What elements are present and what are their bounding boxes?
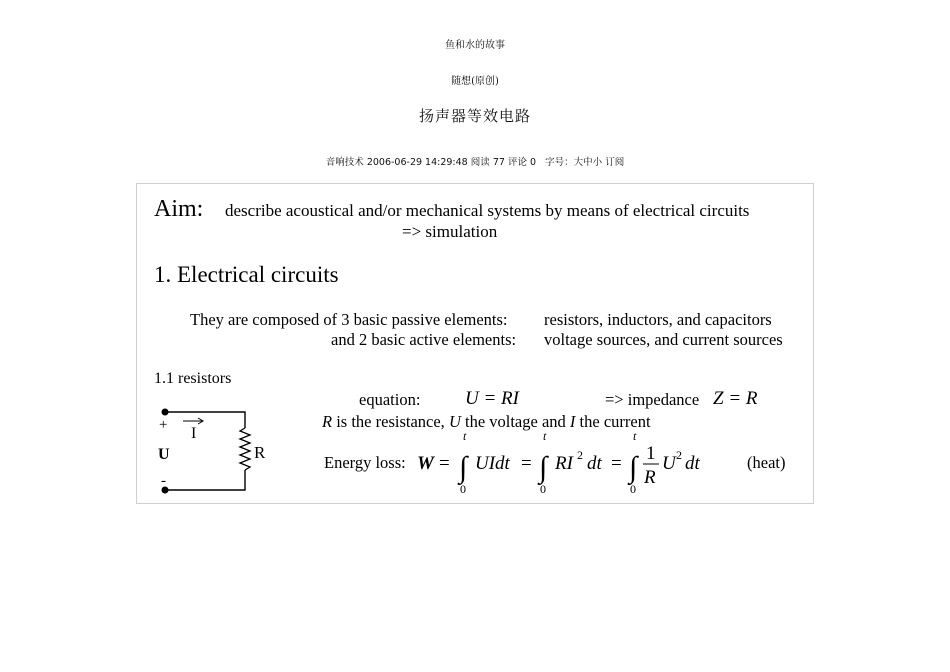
article-title: 扬声器等效电路 <box>418 107 531 125</box>
equation-label: equation: <box>359 390 421 409</box>
formula-equals: = <box>611 453 622 474</box>
wire-bottom <box>165 470 245 490</box>
subscribe-link[interactable]: 订阅 <box>605 157 625 168</box>
aim-simulation: => simulation <box>402 222 498 241</box>
lower-limit: 0 <box>630 482 636 495</box>
upper-limit: t <box>543 431 547 443</box>
meta-comments[interactable]: 0 <box>529 157 537 168</box>
impedance-formula: Z = R <box>713 388 758 409</box>
resistor-circuit-diagram <box>153 406 273 496</box>
article-image <box>136 183 814 504</box>
section-heading: 1. Electrical circuits <box>154 262 339 287</box>
res-desc-u: U <box>448 412 461 431</box>
minus-sign: - <box>161 473 166 489</box>
energy-formula <box>417 431 737 495</box>
resistor-label: R <box>254 443 266 462</box>
intro-line2-left: and 2 basic active elements: <box>331 330 517 349</box>
aim-text: describe acoustical and/or mechanical systems by means of electrical circuits <box>225 201 750 220</box>
current-label: I <box>191 425 197 442</box>
res-desc-part: is the resistance, <box>332 412 449 431</box>
formula-term1: UIdt <box>475 453 510 474</box>
integral-sign: ∫ <box>459 451 468 484</box>
equation-formula: U = RI <box>465 388 519 409</box>
heat-label: (heat) <box>747 453 786 472</box>
meta-reads: 77 <box>492 157 505 168</box>
upper-limit: t <box>463 431 467 443</box>
font-size-medium[interactable]: 中 <box>583 157 593 168</box>
fraction-denominator: R <box>644 467 656 488</box>
plus-sign: + <box>159 417 168 433</box>
meta-reads-label: 阅读 <box>470 157 490 168</box>
formula-term2-tail: dt <box>587 453 602 474</box>
resistor-symbol <box>240 428 250 470</box>
integral-sign: ∫ <box>539 451 548 484</box>
upper-limit: t <box>633 431 637 443</box>
formula-term3-exp: 2 <box>676 448 682 462</box>
res-desc-i: I <box>569 412 576 431</box>
wire-top <box>165 412 245 428</box>
meta-comments-label[interactable]: 评论 <box>507 157 527 168</box>
resistor-description <box>322 412 651 432</box>
subsection-heading: 1.1 resistors <box>154 370 232 387</box>
lower-limit: 0 <box>460 482 466 495</box>
formula-term2-exp: 2 <box>577 448 583 462</box>
intro-line1-left: They are composed of 3 basic passive elements: <box>190 310 508 329</box>
impedance-label: => impedance <box>605 390 700 409</box>
category-link[interactable]: 随想(原创) <box>451 76 499 87</box>
meta-datetime: 2006-06-29 14:29:48 <box>366 157 468 168</box>
formula-term2: RI <box>555 453 573 474</box>
intro-line1-right: resistors, inductors, and capacitors <box>544 310 772 329</box>
meta-font-size-label: 字号： <box>545 157 574 168</box>
res-desc-part: the current <box>575 412 651 431</box>
formula-lhs: W <box>417 453 434 474</box>
font-size-small[interactable]: 小 <box>592 157 603 168</box>
energy-loss-label: Energy loss: <box>324 453 406 472</box>
res-desc-r: R <box>322 412 333 431</box>
formula-equals: = <box>521 453 532 474</box>
lower-limit: 0 <box>540 482 546 495</box>
formula-term3-tail: dt <box>685 453 700 474</box>
font-size-large[interactable]: 大 <box>573 157 584 168</box>
integral-sign: ∫ <box>629 451 638 484</box>
res-desc-part: the voltage and <box>460 412 570 431</box>
voltage-label: U <box>158 446 170 463</box>
meta-category[interactable]: 音响技术 <box>325 157 364 168</box>
blog-name: 鱼和水的故事 <box>445 40 505 51</box>
formula-term3: U <box>662 453 676 474</box>
aim-label: Aim: <box>154 196 204 222</box>
fraction-numerator: 1 <box>646 443 656 464</box>
formula-equals: = <box>439 453 450 474</box>
intro-line2-right: voltage sources, and current sources <box>544 330 783 349</box>
article-meta <box>0 154 950 168</box>
